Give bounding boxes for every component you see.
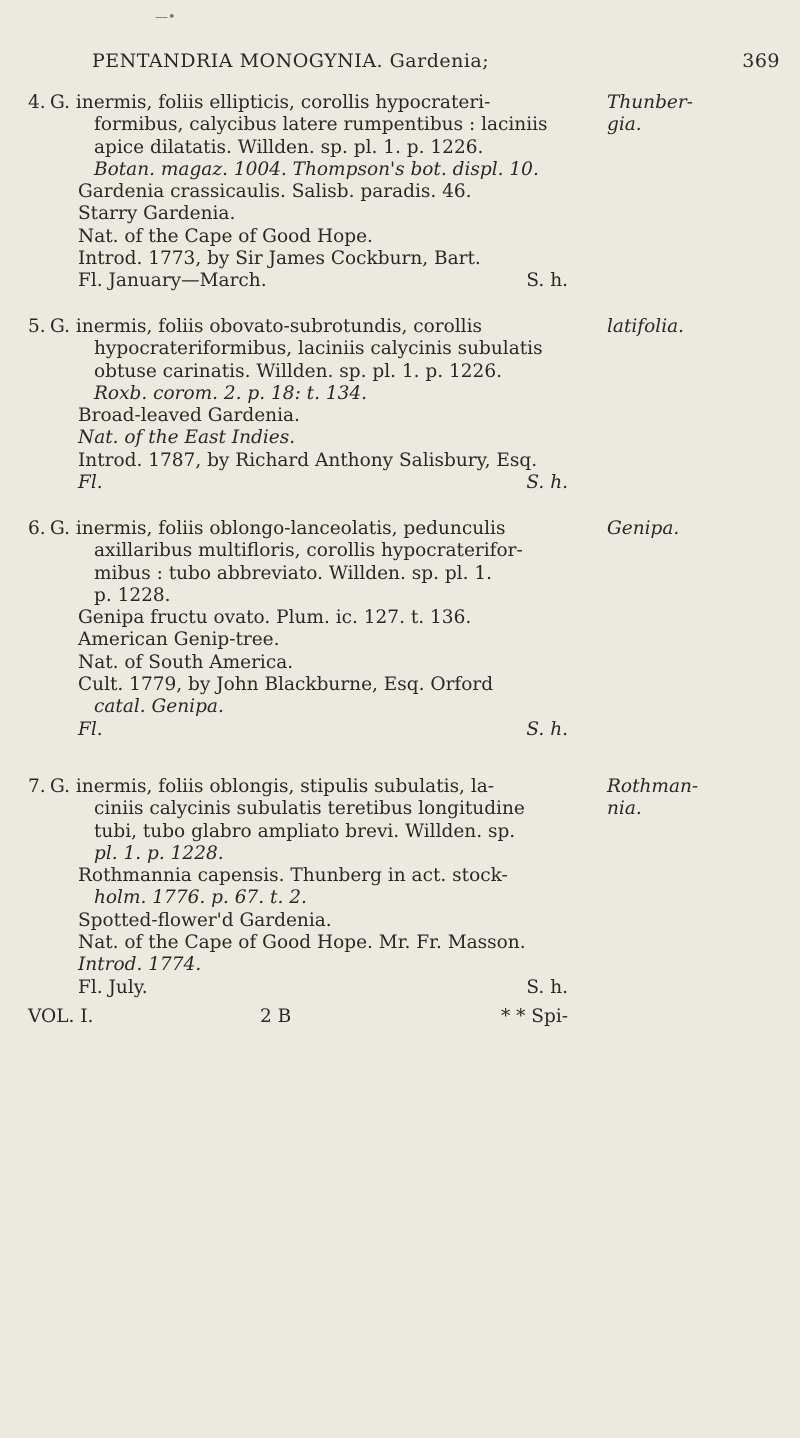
entry-number: 5. [28, 316, 46, 337]
habit-mark: S. h. [526, 976, 568, 998]
entry-line: Fl. [78, 718, 103, 740]
entry-line: hypocrateriformibus, laciniis calycinis subulatis [94, 338, 543, 360]
entry-line: apice dilatatis. Willden. sp. pl. 1. p. 1226. [94, 136, 484, 158]
entry-line: Fl. July. [78, 976, 148, 998]
volume-label: VOL. I. [28, 1006, 94, 1027]
entry-line: Roxb. corom. 2. p. 18: t. 134. [94, 382, 368, 404]
entry-number: 6. [28, 518, 46, 539]
entry-line: mibus : tubo abbreviato. Willden. sp. pl. 1. [94, 562, 493, 584]
entry-line: Gardenia crassicaulis. Salisb. paradis. 46. [78, 181, 472, 203]
entry-line: Nat. of the Cape of Good Hope. [78, 225, 373, 247]
margin-name-7 [607, 776, 698, 821]
entry-line: Starry Gardenia. [78, 203, 236, 225]
entry-line: ciniis calycinis subulatis teretibus longitudine [94, 798, 525, 820]
ink-mark: —• [155, 10, 176, 25]
entry-line: Cult. 1779, by John Blackburne, Esq. Orford [78, 674, 494, 696]
margin-line: Rothman- [607, 776, 699, 797]
entry-line: tubi, tubo glabro ampliato brevi. Willden. sp. [94, 820, 516, 842]
margin-line: latifolia. [607, 316, 685, 337]
margin-name-6 [607, 518, 679, 540]
margin-line: Thunber- [607, 92, 693, 113]
entry-line: Rothmannia capensis. Thunberg in act. stock- [78, 865, 508, 887]
entry-line: G. inermis, foliis obovato-subrotundis, corollis [50, 316, 482, 337]
entry-line: Botan. magaz. 1004. Thompson's bot. displ. 10. [94, 158, 539, 180]
entry-line: G. inermis, foliis oblongo-lanceolatis, pedunculis [50, 518, 506, 539]
entry-line: Introd. 1787, by Richard Anthony Salisbury, Esq. [78, 449, 538, 471]
habit-mark: S. h. [526, 270, 568, 292]
page-footer [28, 1006, 568, 1030]
entry-number: 4. [28, 92, 46, 113]
margin-line: Genipa. [607, 518, 680, 539]
species-entry-4 [28, 92, 568, 293]
margin-name-4 [607, 92, 693, 137]
entry-line: Nat. of the Cape of Good Hope. Mr. Fr. Masson. [78, 932, 526, 954]
entry-line: Fl. January—March. [78, 270, 267, 292]
catchword: * * Spi- [501, 1006, 568, 1027]
entry-line: Introd. 1774. [78, 954, 202, 976]
entry-line: Introd. 1773, by Sir James Cockburn, Bart. [78, 248, 481, 270]
margin-name-5 [607, 316, 684, 338]
entry-line: Nat. of South America. [78, 651, 294, 673]
species-entry-7 [28, 776, 568, 999]
entry-line: G. inermis, foliis ellipticis, corollis hypocrateri- [50, 92, 491, 113]
entry-line: American Genip-tree. [78, 629, 280, 651]
margin-line: nia. [607, 798, 642, 820]
entry-number: 7. [28, 776, 46, 797]
margin-line: gia. [607, 114, 642, 136]
entry-line: catal. Genipa. [94, 696, 224, 718]
entry-line: holm. 1776. p. 67. t. 2. [94, 887, 307, 909]
entry-line: Fl. [78, 472, 103, 494]
signature-mark: 2 B [260, 1006, 292, 1027]
habit-mark: S. h. [526, 472, 568, 494]
entry-line: Spotted-flower'd Gardenia. [78, 909, 332, 931]
entry-line: Broad-leaved Gardenia. [78, 405, 300, 427]
habit-mark: S. h. [526, 718, 568, 740]
entry-line: G. inermis, foliis oblongis, stipulis subulatis, la- [50, 776, 495, 797]
entry-line: Genipa fructu ovato. Plum. ic. 127. t. 136. [78, 607, 472, 629]
species-entry-6 [28, 518, 568, 741]
page-number: 369 [742, 50, 780, 72]
running-header [80, 50, 780, 80]
header-title: PENTANDRIA MONOGYNIA. Gardenia; [92, 50, 490, 72]
entry-line: Nat. of the East Indies. [78, 427, 296, 449]
species-entry-5 [28, 316, 568, 494]
entry-line: axillaribus multifloris, corollis hypocraterifor- [94, 540, 523, 562]
entry-line: formibus, calycibus latere rumpentibus : laciniis [94, 114, 548, 136]
entry-line: p. 1228. [94, 584, 171, 606]
entry-line: pl. 1. p. 1228. [94, 842, 224, 864]
entry-line: obtuse carinatis. Willden. sp. pl. 1. p. 1226. [94, 360, 502, 382]
